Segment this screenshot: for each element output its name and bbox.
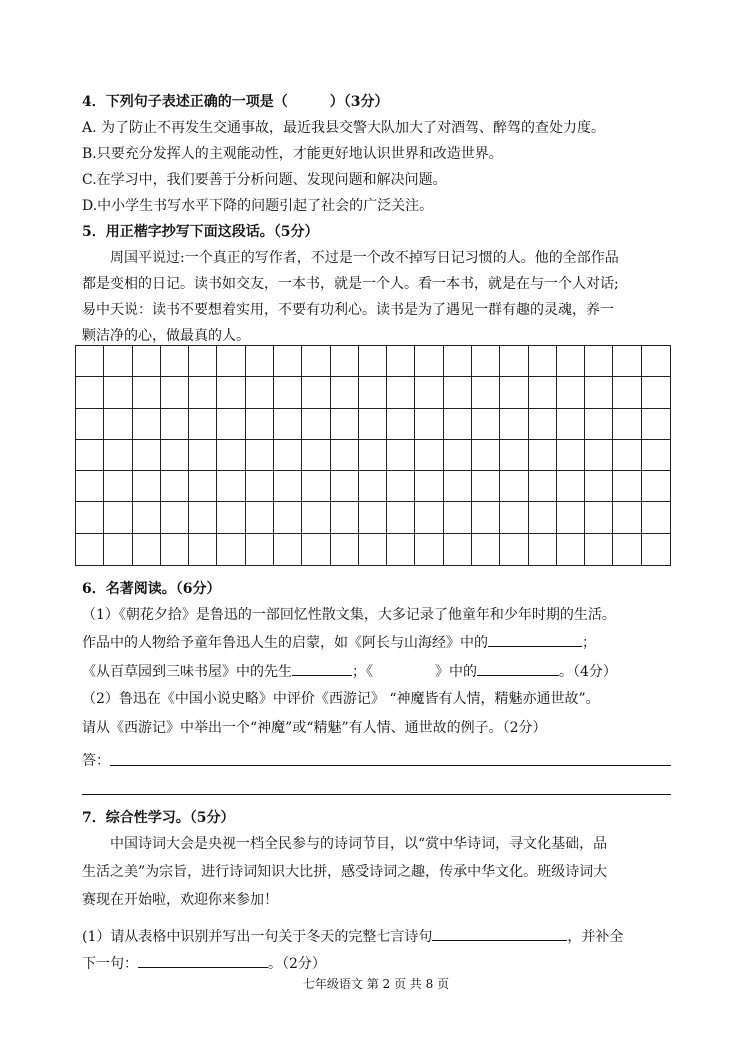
grid-cell[interactable]	[585, 534, 613, 565]
grid-cell[interactable]	[76, 377, 104, 408]
q4-option-d: D.中小学生书写水平下降的问题引起了社会的广泛关注。	[82, 198, 434, 214]
grid-cell[interactable]	[274, 346, 302, 377]
grid-cell[interactable]	[189, 346, 217, 377]
grid-cell[interactable]	[529, 502, 557, 533]
grid-cell[interactable]	[415, 377, 443, 408]
grid-cell[interactable]	[133, 502, 161, 533]
answer-blank[interactable]	[488, 632, 582, 647]
grid-cell[interactable]	[444, 409, 472, 440]
grid-cell[interactable]	[274, 502, 302, 533]
grid-cell[interactable]	[415, 440, 443, 471]
grid-cell[interactable]	[217, 502, 245, 533]
grid-cell[interactable]	[359, 346, 387, 377]
grid-cell[interactable]	[189, 534, 217, 565]
grid-cell[interactable]	[302, 440, 330, 471]
grid-cell[interactable]	[529, 346, 557, 377]
grid-cell[interactable]	[359, 502, 387, 533]
grid-cell[interactable]	[76, 440, 104, 471]
grid-cell[interactable]	[331, 502, 359, 533]
grid-cell[interactable]	[161, 377, 189, 408]
grid-cell[interactable]	[613, 377, 641, 408]
grid-cell[interactable]	[387, 409, 415, 440]
q6-text-d: 。（4分）	[559, 664, 617, 680]
grid-cell[interactable]	[642, 440, 670, 471]
grid-cell[interactable]	[359, 534, 387, 565]
grid-cell[interactable]	[613, 440, 641, 471]
grid-cell[interactable]	[246, 440, 274, 471]
grid-cell[interactable]	[217, 346, 245, 377]
grid-cell[interactable]	[104, 346, 132, 377]
grid-cell[interactable]	[500, 346, 528, 377]
q6-part1-line3	[82, 661, 617, 681]
grid-cell[interactable]	[444, 534, 472, 565]
grid-cell[interactable]	[585, 471, 613, 502]
grid-cell[interactable]	[104, 534, 132, 565]
grid-cell[interactable]	[133, 377, 161, 408]
grid-cell[interactable]	[302, 377, 330, 408]
answer-line[interactable]	[82, 794, 671, 795]
q7-sub1-text: (1）请从表格中识别并写出一句关于冬天的完整七言诗句	[82, 929, 433, 945]
grid-cell[interactable]	[331, 377, 359, 408]
grid-cell[interactable]	[444, 471, 472, 502]
grid-cell[interactable]	[217, 471, 245, 502]
answer-line[interactable]	[110, 765, 671, 766]
grid-cell[interactable]	[274, 534, 302, 565]
grid-cell[interactable]	[500, 409, 528, 440]
q5-line-1: 周国平说过:一个真正的写作者，不过是一个改不掉写日记习惯的人。他的全部作品	[110, 250, 619, 266]
grid-cell[interactable]	[133, 440, 161, 471]
q6-part1-line2	[82, 632, 596, 652]
grid-cell[interactable]	[246, 502, 274, 533]
grid-cell[interactable]	[161, 409, 189, 440]
grid-cell[interactable]	[359, 377, 387, 408]
q6-part1: （1）《朝花夕拾》是鲁迅的一部回忆性散文集，大多记录了他童年和少年时期的生活。	[82, 607, 616, 623]
grid-cell[interactable]	[76, 409, 104, 440]
grid-cell[interactable]	[387, 502, 415, 533]
grid-cell[interactable]	[642, 502, 670, 533]
answer-blank[interactable]	[477, 661, 559, 676]
grid-cell[interactable]	[642, 409, 670, 440]
grid-cell[interactable]	[161, 440, 189, 471]
grid-cell[interactable]	[387, 534, 415, 565]
grid-cell[interactable]	[76, 471, 104, 502]
grid-cell[interactable]	[133, 471, 161, 502]
grid-cell[interactable]	[415, 409, 443, 440]
grid-cell[interactable]	[359, 471, 387, 502]
q6-punct: ；	[582, 635, 596, 651]
grid-cell[interactable]	[387, 440, 415, 471]
grid-cell[interactable]	[359, 440, 387, 471]
grid-cell[interactable]	[302, 409, 330, 440]
q6-part2-line2: 请从《西游记》中举出一个“神魔”或“精魅”有人情、通世故的例子。（2分）	[82, 720, 547, 736]
grid-cell[interactable]	[331, 346, 359, 377]
grid-cell[interactable]	[217, 409, 245, 440]
grid-cell[interactable]	[359, 409, 387, 440]
grid-cell[interactable]	[189, 377, 217, 408]
grid-cell[interactable]	[189, 409, 217, 440]
grid-cell[interactable]	[302, 471, 330, 502]
q4-option-c: C.在学习中，我们要善于分析问题、发现问题和解决问题。	[82, 172, 447, 188]
grid-cell[interactable]	[331, 471, 359, 502]
grid-cell[interactable]	[642, 534, 670, 565]
q7-line-1: 中国诗词大会是央视一档全民参与的诗词节目，以“赏中华诗词，寻文化基础，品	[110, 836, 608, 852]
page-footer: 七年级语文 第 2 页 共 8 页	[302, 977, 450, 991]
grid-cell[interactable]	[104, 502, 132, 533]
q7-title: 7．综合性学习。（5分）	[82, 810, 235, 826]
grid-cell[interactable]	[557, 502, 585, 533]
grid-cell[interactable]	[613, 534, 641, 565]
grid-cell[interactable]	[529, 440, 557, 471]
grid-cell[interactable]	[585, 346, 613, 377]
grid-cell[interactable]	[613, 346, 641, 377]
grid-cell[interactable]	[557, 534, 585, 565]
q6-text-a: 《从百草园到三味书屋》中的先生	[82, 664, 292, 680]
grid-cell[interactable]	[642, 471, 670, 502]
grid-cell[interactable]	[387, 471, 415, 502]
grid-cell[interactable]	[331, 534, 359, 565]
grid-cell[interactable]	[302, 346, 330, 377]
grid-cell[interactable]	[274, 377, 302, 408]
q6-title: 6．名著阅读。（6分）	[82, 581, 221, 597]
q7-line-3: 赛现在开始啦，欢迎你来参加！	[82, 892, 278, 908]
grid-cell[interactable]	[217, 534, 245, 565]
grid-cell[interactable]	[76, 534, 104, 565]
grid-cell[interactable]	[387, 346, 415, 377]
grid-cell[interactable]	[585, 502, 613, 533]
grid-cell[interactable]	[500, 440, 528, 471]
answer-blank[interactable]	[292, 661, 352, 676]
q4-option-a: A. 为了防止不再发生交通事故，最近我县交警大队加大了对酒驾、醉驾的查处力度。	[82, 120, 606, 136]
grid-cell[interactable]	[104, 409, 132, 440]
grid-cell[interactable]	[529, 534, 557, 565]
grid-cell[interactable]	[104, 377, 132, 408]
grid-cell[interactable]	[613, 502, 641, 533]
grid-cell[interactable]	[217, 377, 245, 408]
grid-cell[interactable]	[274, 409, 302, 440]
grid-cell[interactable]	[246, 409, 274, 440]
q6-part2: （2）鲁迅在《中国小说史略》中评价《西游记》 “神魔皆有人情，精魅亦通世故”。	[82, 691, 600, 707]
grid-cell[interactable]	[444, 502, 472, 533]
grid-cell[interactable]	[472, 471, 500, 502]
grid-cell[interactable]	[76, 502, 104, 533]
grid-cell[interactable]	[444, 346, 472, 377]
q4-title: 4．下列句子表述正确的一项是（ ）（3分）	[82, 94, 389, 110]
grid-cell[interactable]	[557, 471, 585, 502]
grid-cell[interactable]	[387, 377, 415, 408]
grid-cell[interactable]	[133, 346, 161, 377]
q5-title: 5．用正楷字抄写下面这段话。（5分）	[82, 224, 319, 240]
grid-cell[interactable]	[500, 471, 528, 502]
grid-cell[interactable]	[472, 502, 500, 533]
grid-cell[interactable]	[161, 534, 189, 565]
grid-cell[interactable]	[557, 346, 585, 377]
grid-cell[interactable]	[415, 471, 443, 502]
q6-text-c: 》中的	[435, 664, 477, 680]
grid-cell[interactable]	[444, 440, 472, 471]
grid-cell[interactable]	[472, 534, 500, 565]
q7-sub1-text-d: 。（2分）	[268, 956, 326, 972]
grid-cell[interactable]	[189, 440, 217, 471]
grid-cell[interactable]	[246, 471, 274, 502]
grid-cell[interactable]	[557, 409, 585, 440]
grid-cell[interactable]	[246, 534, 274, 565]
grid-cell[interactable]	[472, 440, 500, 471]
grid-cell[interactable]	[189, 471, 217, 502]
grid-cell[interactable]	[557, 377, 585, 408]
grid-cell[interactable]	[302, 534, 330, 565]
answer-blank[interactable]	[138, 953, 268, 968]
q7-sub1-line2	[82, 953, 326, 973]
grid-cell[interactable]	[585, 440, 613, 471]
grid-cell[interactable]	[529, 471, 557, 502]
grid-cell[interactable]	[472, 346, 500, 377]
q7-sub1-text-c: 下一句：	[82, 956, 138, 972]
grid-cell[interactable]	[557, 440, 585, 471]
grid-cell[interactable]	[585, 377, 613, 408]
writing-grid[interactable]	[75, 345, 671, 566]
grid-cell[interactable]	[76, 346, 104, 377]
grid-cell[interactable]	[472, 377, 500, 408]
grid-cell[interactable]	[246, 346, 274, 377]
grid-cell[interactable]	[274, 471, 302, 502]
grid-cell[interactable]	[500, 534, 528, 565]
grid-cell[interactable]	[529, 409, 557, 440]
q7-line-2: 生活之美”为宗旨，进行诗词知识大比拼，感受诗词之趣，传承中华文化。班级诗词大	[82, 864, 608, 880]
grid-cell[interactable]	[415, 534, 443, 565]
q4-option-b: B.只要充分发挥人的主观能动性，才能更好地认识世界和改造世界。	[82, 146, 503, 162]
q5-line-3: 易中天说：读书不要想着实用，不要有功利心。读书是为了遇见一群有趣的灵魂，养一	[82, 302, 614, 318]
answer-blank[interactable]	[432, 926, 567, 941]
q5-line-4: 颗洁净的心，做最真的人。	[82, 328, 250, 344]
grid-cell[interactable]	[104, 440, 132, 471]
grid-cell[interactable]	[246, 377, 274, 408]
grid-cell[interactable]	[104, 471, 132, 502]
grid-cell[interactable]	[585, 409, 613, 440]
grid-cell[interactable]	[500, 377, 528, 408]
grid-cell[interactable]	[529, 377, 557, 408]
grid-cell[interactable]	[331, 440, 359, 471]
grid-cell[interactable]	[415, 346, 443, 377]
grid-cell[interactable]	[500, 502, 528, 533]
q6-part1-text: 作品中的人物给予童年鲁迅人生的启蒙，如《阿长与山海经》中的	[82, 635, 488, 651]
grid-cell[interactable]	[472, 409, 500, 440]
grid-cell[interactable]	[189, 502, 217, 533]
grid-cell[interactable]	[642, 377, 670, 408]
grid-cell[interactable]	[133, 534, 161, 565]
q6-text-b: ；《	[352, 664, 373, 680]
grid-cell[interactable]	[161, 346, 189, 377]
grid-cell[interactable]	[274, 440, 302, 471]
answer-label: 答：	[82, 753, 110, 769]
grid-cell[interactable]	[161, 502, 189, 533]
grid-cell[interactable]	[133, 409, 161, 440]
grid-cell[interactable]	[415, 502, 443, 533]
q7-sub1	[82, 926, 623, 946]
grid-cell[interactable]	[217, 440, 245, 471]
grid-cell[interactable]	[642, 346, 670, 377]
grid-cell[interactable]	[161, 471, 189, 502]
q7-sub1-text-b: ，并补全	[567, 929, 624, 945]
q5-line-2: 都是变相的日记。读书如交友，一本书，就是一个人。看一本书，就是在与一个人对话;	[82, 276, 619, 292]
grid-cell[interactable]	[613, 409, 641, 440]
grid-cell[interactable]	[613, 471, 641, 502]
grid-cell[interactable]	[444, 377, 472, 408]
grid-cell[interactable]	[331, 409, 359, 440]
grid-cell[interactable]	[302, 502, 330, 533]
